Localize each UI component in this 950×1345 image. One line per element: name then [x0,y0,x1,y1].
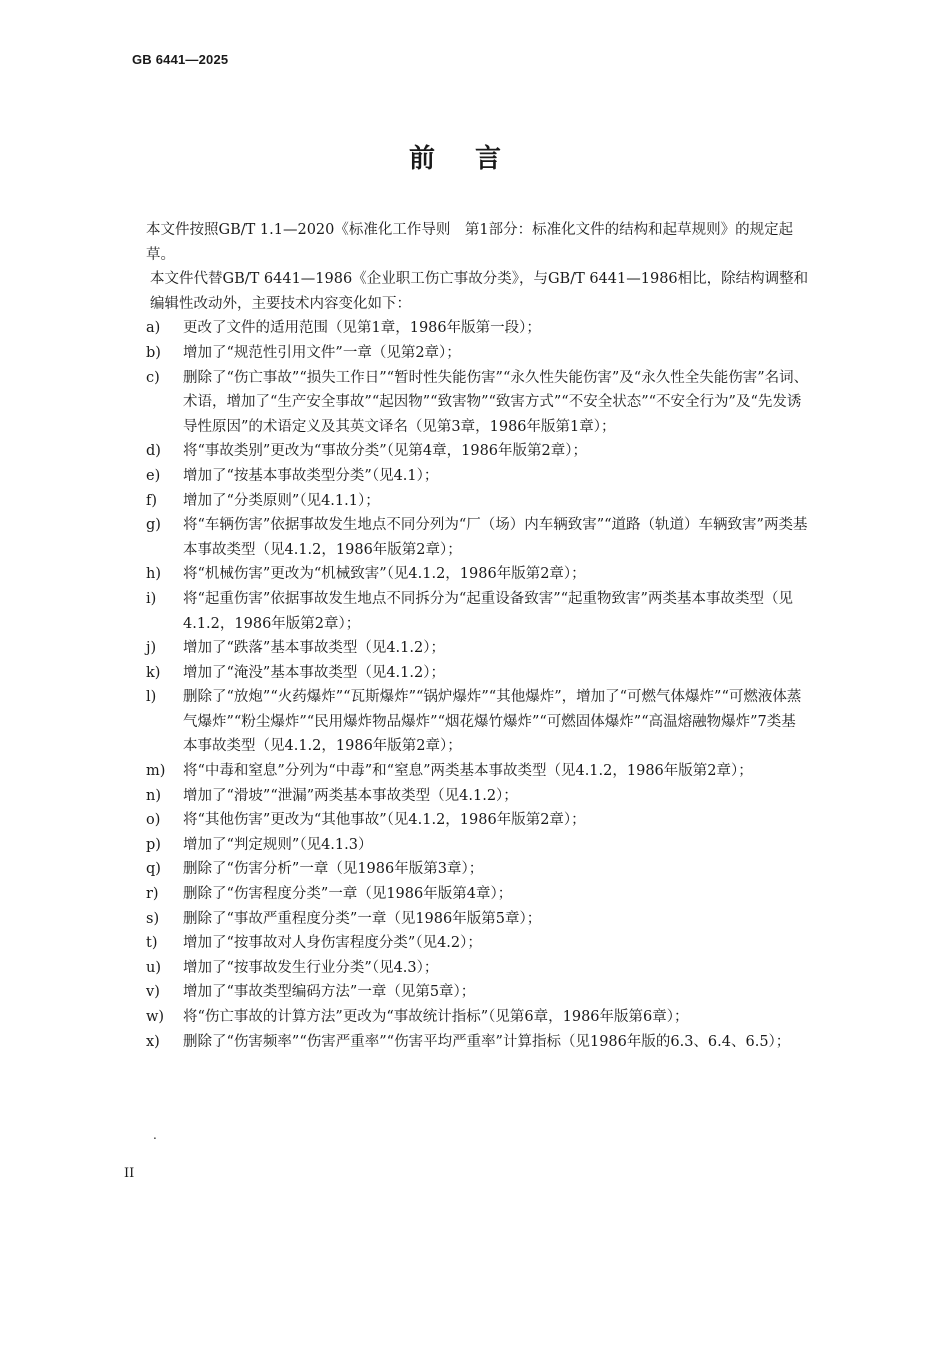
paragraph-text: 本文件代替GB/T 6441—1986《企业职工伤亡事故分类》，与GB/T 6441—1986相比，除结构调整和编辑性改动外，主要技术内容变化如下： [150,271,809,312]
list-item-marker: t) [146,935,158,952]
list-item-marker: u) [146,959,161,976]
list-item-marker: q) [146,861,161,878]
list-item-marker: p) [146,836,161,853]
list-item [146,464,810,489]
list-item-marker: l) [146,689,157,706]
list-item-text: 将“机械伤害”更改为“机械致害”（见4.1.2，1986年版第2章）； [183,566,586,583]
list-item-text: 增加了“滑坡”“泄漏”两类基本事故类型（见4.1.2）； [183,787,518,804]
list-item-text: 增加了“按基本事故类型分类”（见4.1）； [183,467,439,484]
list-item [146,562,810,587]
intro-paragraph [146,218,810,267]
list-item-text: 将“车辆伤害”依据事故发生地点不同分列为“厂（场）内车辆致害”“道路（轨道）车辆致害”两类基本事故类型（见4.1.2，1986年版第2章）； [183,517,808,558]
list-item-marker: k) [146,664,161,681]
list-item-text: 将“事故类别”更改为“事故分类”（见第4章，1986年版第2章）； [183,443,588,460]
list-item-marker: x) [146,1033,160,1050]
list-item-text: 增加了“跌落”基本事故类型（见4.1.2）； [183,640,445,657]
list-item-text: 增加了“按事故对人身伤害程度分类”（见4.2）； [183,935,482,952]
list-item-marker: f) [146,492,158,509]
list-item [146,956,810,981]
list-item [146,980,810,1005]
list-item [146,341,810,366]
list-item [146,661,810,686]
list-item [146,759,810,784]
list-item-marker: h) [146,566,161,583]
standard-number: GB 6441—2025 [132,52,229,67]
list-item [146,439,810,464]
list-item [146,833,810,858]
list-item [146,882,810,907]
list-item-text: 删除了“伤害程度分类”一章（见1986年版第4章）； [183,886,513,903]
list-item-marker: j) [146,640,157,657]
page-title: 前言 [408,144,541,174]
list-item [146,489,810,514]
list-item-text: 将“中毒和窒息”分列为“中毒”和“窒息”两类基本事故类型（见4.1.2，1986年版第2章）； [183,763,753,780]
list-item-marker: r) [146,886,159,903]
list-item-text: 增加了“判定规则”（见4.1.3） [183,836,373,853]
list-item-marker: m) [146,763,166,780]
list-item-text: 将“伤亡事故的计算方法”更改为“事故统计指标”（见第6章，1986年版第6章）； [183,1009,689,1025]
list-item-marker: d) [146,443,161,460]
list-item-text: 将“起重伤害”依据事故发生地点不同拆分为“起重设备致害”“起重物致害”两类基本事故类型（见4.1.2，1986年版第2章）； [183,590,793,632]
list-item-text: 删除了“伤害分析”一章（见1986年版第3章）； [183,861,484,878]
list-item-text: 增加了“按事故发生行业分类”（见4.3）； [183,959,439,976]
list-item-marker: o) [146,812,161,829]
list-item [146,1005,810,1030]
list-item-marker: s) [146,910,160,927]
list-item-text: 将“其他伤害”更改为“其他事故”（见4.1.2，1986年版第2章）； [183,812,586,829]
list-item [146,931,810,956]
list-item-marker: w) [146,1009,165,1025]
list-item-text: 增加了“事故类型编码方法”一章（见第5章）； [183,984,476,1001]
change-list [146,316,810,1054]
intro-paragraph [150,267,810,316]
list-item [146,685,810,759]
list-item-marker: b) [146,344,161,361]
stray-mark: . [153,1128,157,1142]
list-item-text: 删除了“事故严重程度分类”一章（见1986年版第5章）； [183,910,542,927]
list-item-marker: n) [146,787,161,804]
page-number: II [124,1166,135,1181]
list-item [146,513,810,562]
list-item-marker: c) [146,369,160,386]
list-item-text: 增加了“规范性引用文件”一章（见第2章）； [183,344,461,361]
list-item [146,316,810,341]
list-item-text: 删除了“伤害频率”“伤害严重率”“伤害平均严重率”计算指标（见1986年版的6.3、6.4、6.5）； [183,1033,791,1050]
list-item-text: 增加了“淹没”基本事故类型（见4.1.2）； [183,664,445,681]
list-item-text: 删除了“伤亡事故”“损失工作日”“暂时性失能伤害”“永久性失能伤害”及“永久性全失能伤害”名词、术语，增加了“生产安全事故”“起因物”“致害物”“致害方式”“不安全状态”“不安全行为”及“先发诱导性原因”的术语定义及其英文译名（见第3章，1986年版第1章）； [183,369,809,435]
list-item-text: 更改了文件的适用范围（见第1章，1986年版第一段）； [183,320,541,337]
paragraph-text: 本文件按照GB/T 1.1—2020《标准化工作导则 第1部分：标准化文件的结构和起草规则》的规定起草。 [146,222,794,263]
list-item [146,636,810,661]
list-item [146,907,810,932]
list-item [146,366,810,440]
list-item-marker: a) [146,320,161,337]
list-item [146,857,810,882]
list-item-marker: i) [146,590,157,607]
list-item [146,587,810,636]
list-item [146,808,810,833]
list-item-marker: e) [146,467,161,484]
list-item-marker: g) [146,517,161,534]
list-item-text: 增加了“分类原则”（见4.1.1）； [183,492,380,509]
list-item [146,1030,810,1055]
list-item-marker: v) [146,984,160,1001]
list-item [146,784,810,809]
list-item-text: 删除了“放炮”“火药爆炸”“瓦斯爆炸”“锅炉爆炸”“其他爆炸”，增加了“可燃气体爆炸”“可燃液体蒸气爆炸”“粉尘爆炸”“民用爆炸物品爆炸”“烟花爆竹爆炸”“可燃固体爆炸”“高温熔融物爆炸”7类基本事故类型（见4.1.2，1986年版第2章）； [183,689,802,755]
foreword-body [146,218,810,1054]
